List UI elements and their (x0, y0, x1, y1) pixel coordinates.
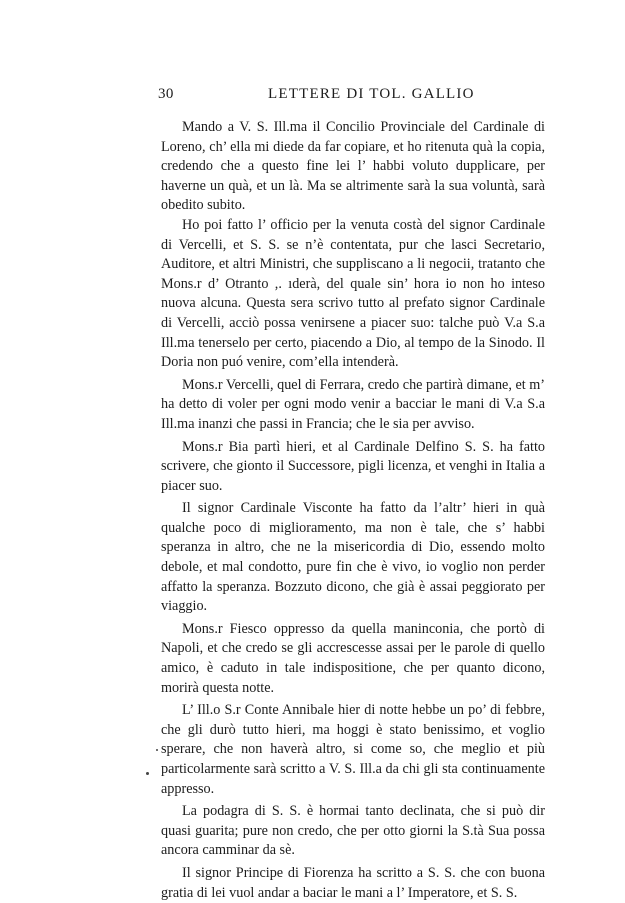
running-title: LETTERE DI TOL. GALLIO (268, 86, 475, 102)
letter-body (161, 118, 545, 903)
paragraph: Mons.r Bia partì hieri, et al Cardinale Delfino S. S. ha fatto scrivere, che gionto il Successore, pigli licenza, et venghi in Italia a piacer suo. (161, 438, 545, 494)
paragraph: Ho poi fatto l’ officio per la venuta costà del signor Cardinale di Vercelli, et S. S. se n’è contentata, pur che lasci Secretario, Auditore, et altri Ministri, che suppliscano a li negocii, tratanto che Mons.r d’ Otranto ,. ıderà, del quale sin’ hora io non ho inteso nuova alcuna. Questa sera scrivo tutto al prefato signor Cardinale di Vercelli, acciò possa venirsene a piacer suo: talche può V.a S.a Ill.ma tenerselo per certo, piacendo a Dio, al tempo de la Sinodo. Il Doria non puó venire, com’ella intenderà. (161, 216, 545, 371)
paragraph: Il signor Cardinale Visconte ha fatto da l’altr’ hieri in quà qualche poco di miglioramento, ma non è tale, che s’ habbi speranza in altro, che ne la misericordia di Dio, essendo molto debole, et mal condotto, pure fin che è vivo, io voglio non perder affatto la speranza. Bozzuto dicono, che già è assai peggiorato per viaggio. (161, 500, 545, 615)
scan-speck (156, 749, 158, 751)
paragraph: Mons.r Fiesco oppresso da quella maninconia, che portò di Napoli, et che credo se gli accrescesse assai per le parole di quello amico, è caduto in tale indispositione, che per quanto dicono, morirà questa notte. (161, 620, 545, 696)
page-header (158, 86, 544, 106)
scan-speck (146, 772, 149, 775)
paragraph: Mando a V. S. Ill.ma il Concilio Provinciale del Cardinale di Loreno, ch’ ella mi diede da far copiare, et ho ritenuta quà la copia, credendo che a questo fine lei l’ habbi voluto dupplicare, per haverne un quà, et un là. Ma se altrimente sarà la sua voluntà, sarà obedito subito. (161, 119, 545, 214)
paragraph: La podagra di S. S. è hormai tanto declinata, che si può dir quasi guarita; pure non credo, che per otto giorni la S.tà Sua possa ancora camminar da sè. (161, 803, 545, 859)
page-number: 30 (158, 86, 174, 102)
paragraph: L’ Ill.o S.r Conte Annibale hier di notte hebbe un po’ di febbre, che gli durò tutto hieri, ma hoggi è stato benissimo, et voglio sperare, che non haverà altro, si come so, che meglio et più particolarmente sarà scritto a V. S. Ill.a da chi gli sta continuamente appresso. (161, 702, 545, 797)
paragraph: Il signor Principe di Fiorenza ha scritto a S. S. che con buona gratia di lei vuol andar a baciar le mani a l’ Imperatore, et S. S. (161, 864, 545, 901)
paragraph: Mons.r Vercelli, quel di Ferrara, credo che partirà dimane, et m’ ha detto di voler per ogni modo venir a bacciar le mani di V.a S.a Ill.ma inanzi che passi in Francia; che le sia per avviso. (161, 376, 545, 432)
